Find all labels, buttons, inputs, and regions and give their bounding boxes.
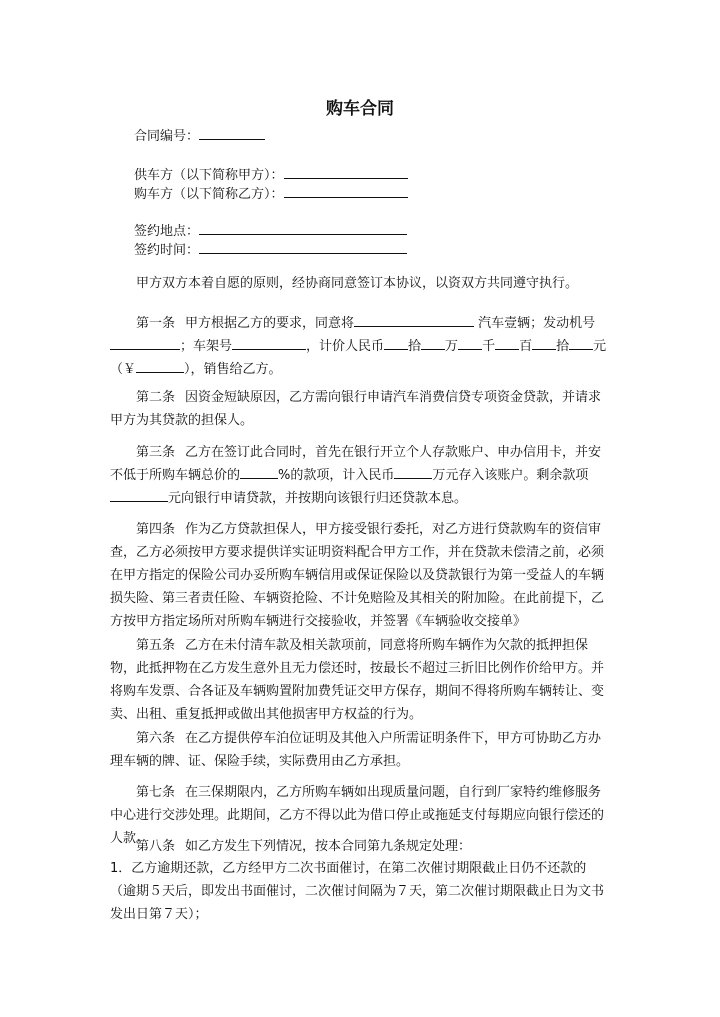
article-8: [110, 835, 610, 858]
amount-blank: [384, 337, 408, 350]
amount-blank: [495, 337, 519, 350]
unit-qian: 千: [482, 339, 496, 354]
intro-paragraph: [110, 272, 610, 295]
article-6: [110, 727, 610, 773]
article-1: [110, 312, 610, 381]
buyer-blank: [284, 185, 408, 198]
article-5-text: 乙方在未付清车款及相关款项前，同意将所购车辆作为欠款的抵押担保物，此抵押物在乙方发生意外且无力偿还时，按最长不超过三折旧比例作价给甲方。并将购车发票、合各证及车辆购置附加费凭证交甲方保存，期间不得将所购车辆转让、变卖、出租、重复抵押或做出其他损害甲方权益的行为。: [110, 638, 605, 722]
article-3-text-4: 元向银行申请贷款，并按期向该银行归还贷款本息。: [168, 491, 468, 506]
supplier-blank: [284, 166, 408, 179]
article-8-text: 如乙方发生下列情况，按本合同第九条规定处理：: [185, 839, 472, 854]
article-8-item-1-text: 1．乙方逾期还款，乙方经甲方二次书面催讨，在第二次催讨期限截止日仍不还款的（逾期５天后，即发出书面催讨，二次催讨间隔为７天，第二次催讨期限截止日为文书发出日第７天）；: [110, 861, 605, 922]
unit-yuan: 元: [593, 339, 607, 354]
article-3-text-2: %的款项，计入民币: [278, 468, 395, 483]
buyer-row: [134, 183, 408, 202]
down-payment-percent-blank: [240, 466, 278, 479]
article-3: [110, 441, 610, 510]
article-1-text-1: 甲方根据乙方的要求，同意将: [185, 316, 355, 331]
article-7-text: 在三保期限内，乙方所购车辆如出现质量问题，自行到厂家特约维修服务中心进行交涉处理。此期间，乙方不得以此为借口停止或拖延支付每期应向银行偿还的人款。: [110, 785, 605, 846]
article-1-text-6: ），销售给乙方。: [184, 362, 282, 377]
article-4-label: 第四条: [136, 522, 176, 537]
sign-place-row: [134, 220, 407, 239]
sign-time-row: [134, 239, 407, 258]
sign-place-label: 签约地点：: [134, 224, 200, 239]
engine-no-blank: [110, 337, 180, 350]
sign-time-blank: [199, 241, 407, 254]
intro-text: 甲方双方本着自愿的原则，经协商同意签订本协议，以资双方共同遵守执行。: [136, 276, 579, 291]
article-6-text: 在乙方提供停车泊位证明及其他入户所需证明条件下，甲方可协助乙方办理车辆的牌、证、保险手续，实际费用由乙方承担。: [110, 731, 602, 769]
article-5-label: 第五条: [136, 638, 176, 653]
article-1-label: 第一条: [136, 316, 176, 331]
supplier-row: [134, 164, 408, 183]
article-3-text-3: 万元存入该账户。剩余款项: [432, 468, 589, 483]
article-8-label: 第八条: [136, 839, 176, 854]
unit-wan: 万: [445, 339, 459, 354]
amount-blank: [421, 337, 445, 350]
article-1-text-3: ；车架号: [180, 339, 233, 354]
sign-place-blank: [199, 222, 407, 235]
article-3-text-1: 乙方在签订此合同时，首先在银行开立个人存款账户、申办信用卡，并安不低于所购车辆总价的: [110, 445, 602, 483]
loan-amount-blank: [110, 489, 168, 502]
sign-time-label: 签约时间：: [134, 243, 200, 258]
document-title: 购车合同: [326, 99, 394, 119]
article-1-text-4: ，计价人民币: [306, 339, 385, 354]
deposit-amount-blank: [394, 466, 432, 479]
article-2-label: 第二条: [136, 390, 176, 405]
contract-number-blank: [199, 127, 265, 140]
article-1-text-2: 汽车壹辆；发动机号: [478, 316, 596, 331]
amount-blank: [569, 337, 593, 350]
amount-blank: [458, 337, 482, 350]
article-2-text: 因资金短缺原因，乙方需向银行申请汽车消费信贷专项资金贷款，并请求甲方为其贷款的担保人。: [110, 390, 602, 428]
unit-bai: 百: [519, 339, 533, 354]
article-6-label: 第六条: [136, 731, 176, 746]
frame-no-blank: [232, 337, 306, 350]
unit-shi: 拾: [408, 339, 422, 354]
contract-number-row: [134, 125, 265, 144]
amount-blank: [532, 337, 556, 350]
unit-shi-2: 拾: [556, 339, 570, 354]
amount-figure-blank: [136, 360, 184, 373]
supplier-label: 供车方（以下简称甲方）：: [134, 168, 284, 183]
article-4-text: 作为乙方贷款担保人，甲方接受银行委托，对乙方进行贷款购车的资信审查，乙方必须按甲方要求提供详实证明资料配合甲方工作，并在贷款未偿清之前，必须在甲方指定的保险公司办妥所购车辆信用或保证保险以及贷款银行为第一受益人的车辆损失险、第三者责任险、车辆资抢险、不计免赔险及其相关的附加险。在此前提下，乙方按甲方指定场所对所购车辆进行交接验收，并签署《车辆验收交接单》: [110, 522, 605, 629]
contract-number-label: 合同编号：: [134, 129, 200, 144]
article-8-item-1: [110, 857, 610, 926]
article-2: [110, 386, 610, 432]
article-3-label: 第三条: [136, 445, 176, 460]
car-model-blank: [354, 314, 474, 327]
article-5: [110, 634, 610, 726]
article-7-label: 第七条: [136, 785, 176, 800]
buyer-label: 购车方（以下简称乙方）：: [134, 187, 284, 202]
article-1-text-5: （￥: [110, 362, 137, 377]
article-4: [110, 518, 610, 633]
